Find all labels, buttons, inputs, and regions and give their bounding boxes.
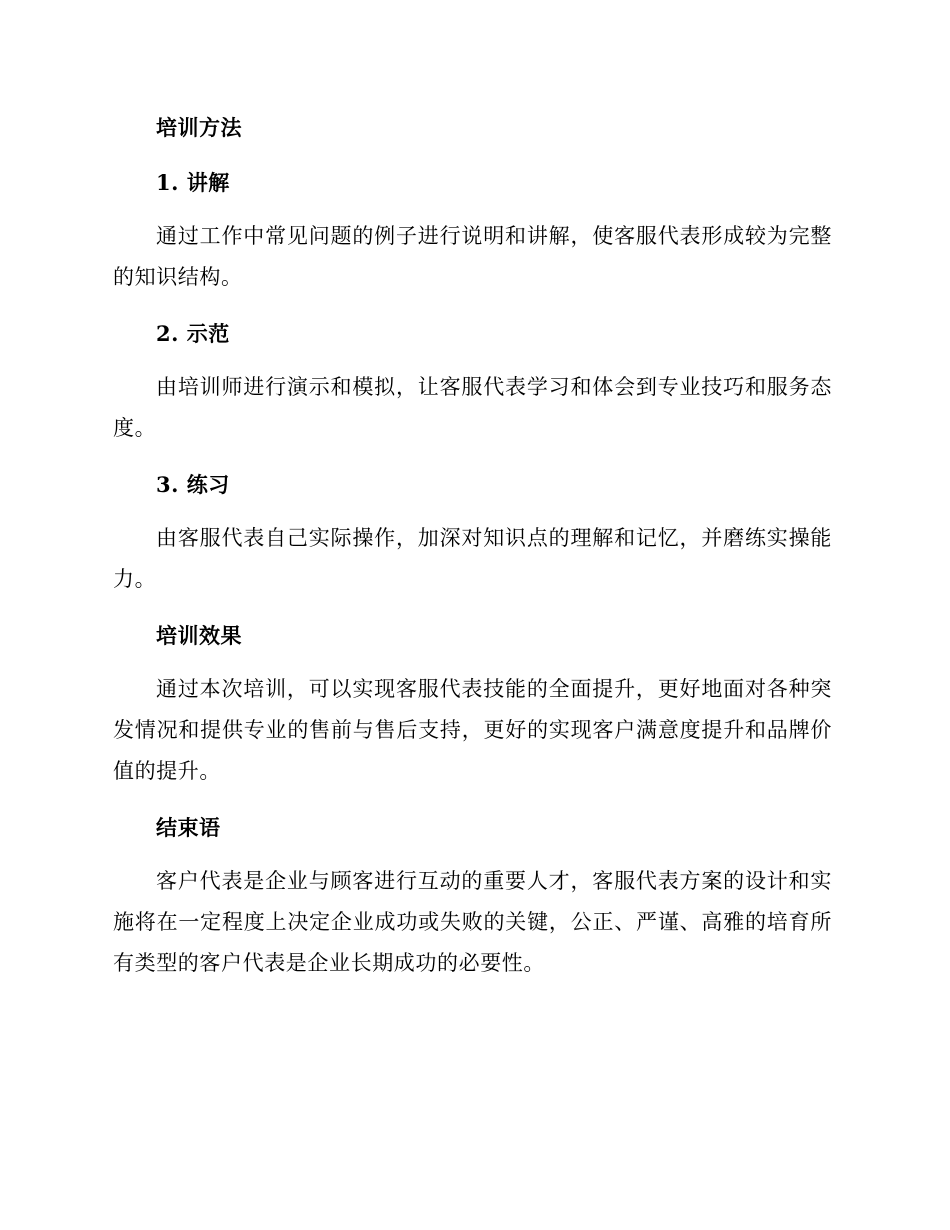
- paragraph-lecture: 通过工作中常见问题的例子进行说明和讲解，使客服代表形成较为完整的知识结构。: [113, 224, 832, 289]
- paragraph-conclusion: 客户代表是企业与顾客进行互动的重要人才，客服代表方案的设计和实施将在一定程度上决定企业成功或失败的关键，公正、严谨、高雅的培育所有类型的客户代表是企业长期成功的必要性。: [113, 869, 832, 975]
- heading-conclusion: 结束语: [156, 815, 221, 840]
- heading-practice: 3. 练习: [156, 472, 230, 497]
- heading-demonstration: 2. 示范: [156, 321, 230, 346]
- heading-lecture: 1. 讲解: [156, 170, 230, 195]
- paragraph-practice: 由客服代表自己实际操作，加深对知识点的理解和记忆，并磨练实操能力。: [113, 526, 832, 591]
- heading-training-effect: 培训效果: [156, 623, 242, 648]
- heading-training-methods: 培训方法: [156, 115, 242, 140]
- paragraph-demonstration: 由培训师进行演示和模拟，让客服代表学习和体会到专业技巧和服务态度。: [113, 375, 832, 440]
- paragraph-training-effect: 通过本次培训，可以实现客服代表技能的全面提升，更好地面对各种突发情况和提供专业的售前与售后支持，更好的实现客户满意度提升和品牌价值的提升。: [113, 677, 832, 783]
